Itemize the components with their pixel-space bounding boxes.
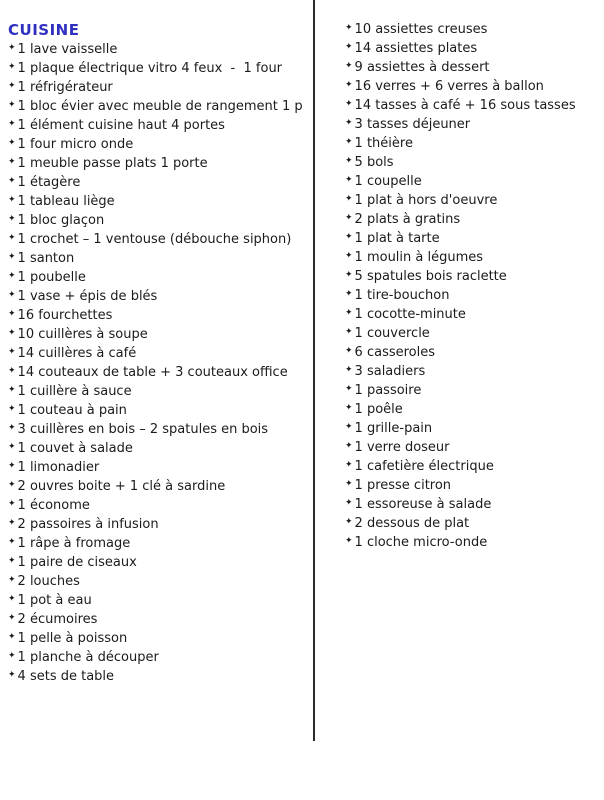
item-label: 1 couvet à salade (17, 441, 133, 456)
list-item (8, 325, 308, 344)
item-label: 1 bloc évier avec meuble de rangement 1 p (17, 99, 303, 114)
diamond-bullet-icon: ✦ (8, 328, 16, 338)
list-item (345, 533, 600, 552)
diamond-bullet-icon: ✦ (345, 175, 353, 185)
diamond-bullet-icon: ✦ (345, 80, 353, 90)
diamond-bullet-icon: ✦ (8, 442, 16, 452)
list-item (8, 477, 308, 496)
diamond-bullet-icon: ✦ (345, 441, 353, 451)
diamond-bullet-icon: ✦ (8, 347, 16, 357)
list-item (8, 135, 308, 154)
item-label: 1 passoire (354, 383, 422, 398)
left-column (8, 20, 308, 686)
diamond-bullet-icon: ✦ (345, 479, 353, 489)
diamond-bullet-icon: ✦ (8, 385, 16, 395)
item-label: 9 assiettes à dessert (354, 60, 490, 75)
list-item (8, 97, 308, 116)
diamond-bullet-icon: ✦ (345, 270, 353, 280)
list-item (345, 210, 600, 229)
item-label: 1 essoreuse à salade (354, 497, 492, 512)
diamond-bullet-icon: ✦ (8, 100, 16, 110)
item-label: 1 vase + épis de blés (17, 289, 158, 304)
item-label: 1 théière (354, 136, 413, 151)
diamond-bullet-icon: ✦ (8, 651, 16, 661)
list-item (8, 420, 308, 439)
diamond-bullet-icon: ✦ (345, 232, 353, 242)
diamond-bullet-icon: ✦ (8, 499, 16, 509)
diamond-bullet-icon: ✦ (345, 194, 353, 204)
item-label: 6 casseroles (354, 345, 436, 360)
list-item (345, 400, 600, 419)
item-label: 2 écumoires (17, 612, 98, 627)
diamond-bullet-icon: ✦ (8, 556, 16, 566)
item-label: 1 économe (17, 498, 90, 513)
list-item (345, 153, 600, 172)
list-item (345, 305, 600, 324)
list-item (345, 191, 600, 210)
diamond-bullet-icon: ✦ (345, 137, 353, 147)
item-label: 1 poubelle (17, 270, 86, 285)
right-item-list (345, 20, 600, 552)
list-item (345, 77, 600, 96)
item-label: 1 réfrigérateur (17, 80, 113, 95)
list-item (345, 514, 600, 533)
diamond-bullet-icon: ✦ (8, 404, 16, 414)
diamond-bullet-icon: ✦ (8, 613, 16, 623)
item-label: 1 grille-pain (354, 421, 433, 436)
list-item (8, 610, 308, 629)
item-label: 1 râpe à fromage (17, 536, 131, 551)
item-label: 1 pot à eau (17, 593, 92, 608)
list-item (345, 362, 600, 381)
left-item-list (8, 40, 308, 686)
list-item (8, 534, 308, 553)
item-label: 14 assiettes plates (354, 41, 478, 56)
diamond-bullet-icon: ✦ (345, 460, 353, 470)
diamond-bullet-icon: ✦ (8, 480, 16, 490)
list-item (8, 591, 308, 610)
item-label: 1 plaque électrique vitro 4 feux - 1 four (17, 61, 283, 76)
diamond-bullet-icon: ✦ (345, 99, 353, 109)
diamond-bullet-icon: ✦ (8, 138, 16, 148)
item-label: 1 couteau à pain (17, 403, 127, 418)
item-label: 1 crochet – 1 ventouse (débouche siphon) (17, 232, 292, 247)
item-label: 4 sets de table (17, 669, 115, 684)
item-label: 2 passoires à infusion (17, 517, 159, 532)
diamond-bullet-icon: ✦ (345, 327, 353, 337)
diamond-bullet-icon: ✦ (8, 252, 16, 262)
diamond-bullet-icon: ✦ (345, 536, 353, 546)
diamond-bullet-icon: ✦ (8, 81, 16, 91)
diamond-bullet-icon: ✦ (8, 176, 16, 186)
list-item (345, 381, 600, 400)
list-item (345, 495, 600, 514)
item-label: 1 paire de ciseaux (17, 555, 137, 570)
diamond-bullet-icon: ✦ (345, 156, 353, 166)
list-item (8, 59, 308, 78)
diamond-bullet-icon: ✦ (345, 23, 353, 33)
item-label: 1 lave vaisselle (17, 42, 118, 57)
item-label: 1 pelle à poisson (17, 631, 128, 646)
list-item (8, 458, 308, 477)
list-item (345, 115, 600, 134)
item-label: 3 cuillères en bois – 2 spatules en bois (17, 422, 269, 437)
item-label: 3 saladiers (354, 364, 426, 379)
list-item (345, 248, 600, 267)
item-label: 1 coupelle (354, 174, 422, 189)
item-label: 1 plat à tarte (354, 231, 440, 246)
item-label: 1 cuillère à sauce (17, 384, 132, 399)
item-label: 1 bloc glaçon (17, 213, 105, 228)
list-item (345, 229, 600, 248)
list-item (8, 344, 308, 363)
list-item (8, 363, 308, 382)
list-item (8, 173, 308, 192)
list-item (345, 134, 600, 153)
item-label: 1 four micro onde (17, 137, 134, 152)
diamond-bullet-icon: ✦ (345, 251, 353, 261)
diamond-bullet-icon: ✦ (8, 119, 16, 129)
list-item (345, 20, 600, 39)
diamond-bullet-icon: ✦ (8, 233, 16, 243)
diamond-bullet-icon: ✦ (345, 213, 353, 223)
list-item (345, 419, 600, 438)
item-label: 1 presse citron (354, 478, 452, 493)
list-item (345, 39, 600, 58)
list-item (8, 401, 308, 420)
list-item (8, 268, 308, 287)
diamond-bullet-icon: ✦ (345, 118, 353, 128)
list-item (8, 629, 308, 648)
list-item (8, 40, 308, 59)
item-label: 2 louches (17, 574, 80, 589)
item-label: 1 plat à hors d'oeuvre (354, 193, 498, 208)
list-item (345, 172, 600, 191)
diamond-bullet-icon: ✦ (345, 384, 353, 394)
list-item (345, 457, 600, 476)
diamond-bullet-icon: ✦ (8, 62, 16, 72)
item-label: 5 bols (354, 155, 394, 170)
item-label: 14 cuillères à café (17, 346, 137, 361)
list-item (8, 249, 308, 268)
diamond-bullet-icon: ✦ (345, 517, 353, 527)
diamond-bullet-icon: ✦ (8, 594, 16, 604)
diamond-bullet-icon: ✦ (8, 290, 16, 300)
diamond-bullet-icon: ✦ (345, 308, 353, 318)
diamond-bullet-icon: ✦ (8, 575, 16, 585)
item-label: 1 élément cuisine haut 4 portes (17, 118, 225, 133)
diamond-bullet-icon: ✦ (8, 423, 16, 433)
item-label: 1 cafetière électrique (354, 459, 494, 474)
list-item (8, 116, 308, 135)
item-label: 1 meuble passe plats 1 porte (17, 156, 208, 171)
diamond-bullet-icon: ✦ (8, 309, 16, 319)
diamond-bullet-icon: ✦ (345, 422, 353, 432)
diamond-bullet-icon: ✦ (345, 42, 353, 52)
item-label: 1 tableau liège (17, 194, 115, 209)
diamond-bullet-icon: ✦ (8, 461, 16, 471)
diamond-bullet-icon: ✦ (8, 366, 16, 376)
diamond-bullet-icon: ✦ (8, 537, 16, 547)
list-item (345, 438, 600, 457)
item-label: 1 couvercle (354, 326, 430, 341)
list-item (8, 78, 308, 97)
diamond-bullet-icon: ✦ (8, 214, 16, 224)
diamond-bullet-icon: ✦ (8, 670, 16, 680)
diamond-bullet-icon: ✦ (345, 403, 353, 413)
item-label: 5 spatules bois raclette (354, 269, 507, 284)
diamond-bullet-icon: ✦ (8, 195, 16, 205)
diamond-bullet-icon: ✦ (8, 43, 16, 53)
column-divider (313, 0, 315, 741)
item-label: 16 verres + 6 verres à ballon (354, 79, 544, 94)
item-label: 1 tire-bouchon (354, 288, 450, 303)
list-item (8, 306, 308, 325)
list-item (8, 192, 308, 211)
item-label: 10 assiettes creuses (354, 22, 488, 37)
list-item (8, 230, 308, 249)
diamond-bullet-icon: ✦ (8, 518, 16, 528)
list-item (345, 96, 600, 115)
list-item (8, 648, 308, 667)
diamond-bullet-icon: ✦ (345, 498, 353, 508)
right-column (345, 20, 600, 552)
item-label: 1 santon (17, 251, 75, 266)
list-item (345, 476, 600, 495)
item-label: 2 ouvres boite + 1 clé à sardine (17, 479, 226, 494)
item-label: 1 cloche micro-onde (354, 535, 488, 550)
list-item (345, 324, 600, 343)
item-label: 10 cuillères à soupe (17, 327, 148, 342)
item-label: 1 moulin à légumes (354, 250, 484, 265)
diamond-bullet-icon: ✦ (345, 346, 353, 356)
list-item (8, 496, 308, 515)
list-item (345, 286, 600, 305)
item-label: 2 dessous de plat (354, 516, 470, 531)
item-label: 1 planche à découper (17, 650, 159, 665)
item-label: 3 tasses déjeuner (354, 117, 471, 132)
item-label: 2 plats à gratins (354, 212, 461, 227)
diamond-bullet-icon: ✦ (8, 271, 16, 281)
item-label: 1 poêle (354, 402, 403, 417)
list-item (8, 287, 308, 306)
list-item (345, 343, 600, 362)
item-label: 16 fourchettes (17, 308, 113, 323)
list-item (8, 382, 308, 401)
list-item (8, 667, 308, 686)
list-item (8, 515, 308, 534)
diamond-bullet-icon: ✦ (345, 61, 353, 71)
diamond-bullet-icon: ✦ (8, 632, 16, 642)
item-label: 1 étagère (17, 175, 81, 190)
list-item (8, 154, 308, 173)
list-item (345, 58, 600, 77)
item-label: 14 couteaux de table + 3 couteaux office (17, 365, 288, 380)
item-label: 1 verre doseur (354, 440, 450, 455)
list-item (8, 439, 308, 458)
list-item (345, 267, 600, 286)
list-item (8, 553, 308, 572)
diamond-bullet-icon: ✦ (345, 365, 353, 375)
item-label: 1 limonadier (17, 460, 100, 475)
list-item (8, 572, 308, 591)
item-label: 1 cocotte-minute (354, 307, 466, 322)
list-item (8, 211, 308, 230)
diamond-bullet-icon: ✦ (345, 289, 353, 299)
diamond-bullet-icon: ✦ (8, 157, 16, 167)
item-label: 14 tasses à café + 16 sous tasses (354, 98, 576, 113)
page-title: CUISINE (8, 21, 80, 39)
